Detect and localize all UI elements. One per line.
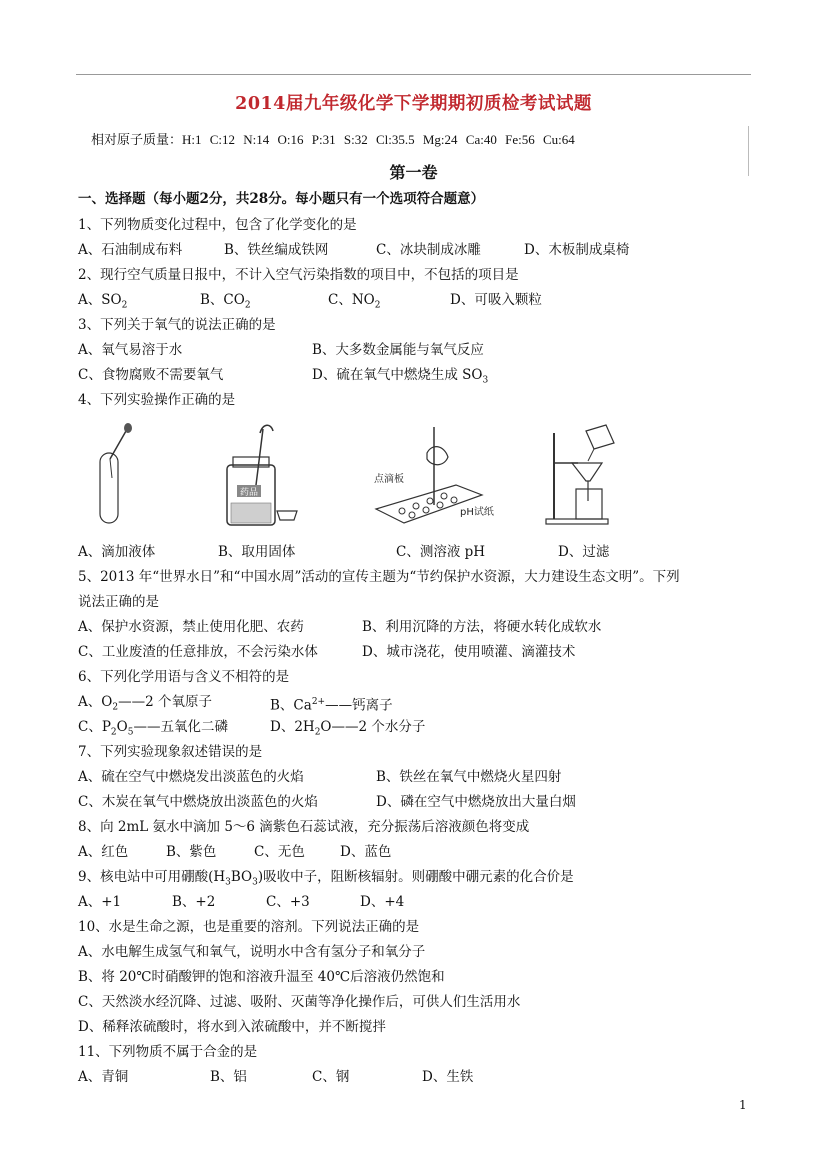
q10-option-a: A、水电解生成氢气和氧气，说明水中含有氢分子和氧分子 <box>78 944 426 960</box>
q2-option-b: B、$CO_2$ <box>200 292 251 311</box>
q5-option-b: B、利用沉降的方法，将硬水转化成软水 <box>362 619 602 635</box>
q5-stem-line1: 5、2013 年“世界水日”和“中国水周”活动的宣传主题为“节约保护水资源，大力建设生态文明”。下列 <box>78 569 680 585</box>
fig-c-label-plate: 点滴板 <box>374 474 404 485</box>
q7-stem: 7、下列实验现象叙述错误的是 <box>78 744 263 760</box>
q4-option-d: D、过滤 <box>558 544 610 560</box>
q3-option-a: A、氧气易溶于水 <box>78 342 183 358</box>
q2-option-d: D、可吸入颗粒 <box>450 292 542 308</box>
q5-option-a: A、保护水资源，禁止使用化肥、农药 <box>78 619 304 635</box>
ph-test-figure <box>372 423 512 528</box>
q10-option-d: D、稀释浓硫酸时，将水到入浓硫酸中，并不断搅拌 <box>78 1019 386 1035</box>
q8-stem: 8、向 2mL 氨水中滴加 5～6 滴紫色石蕊试液，充分振荡后溶液颜色将变成 <box>78 819 530 835</box>
q7-option-c: C、木炭在氧气中燃烧放出淡蓝色的火焰 <box>78 794 318 810</box>
q9-option-a: A、+1 <box>78 894 122 910</box>
q10-option-b: B、将 20℃时硝酸钾的饱和溶液升温至 40℃后溶液仍然饱和 <box>78 969 445 985</box>
volume-heading: 第一卷 <box>389 163 438 182</box>
q4-option-a: A、滴加液体 <box>78 544 156 560</box>
q7-option-d: D、磷在空气中燃烧放出大量白烟 <box>376 794 576 810</box>
q2-option-a: A、$SO_2$ <box>78 292 128 311</box>
q10-option-c: C、天然淡水经沉降、过滤、吸附、灭菌等净化操作后，可供人们生活用水 <box>78 994 521 1010</box>
solid-reagent-figure <box>215 423 305 528</box>
q6-option-d: D、$2H_2O——2$ 个水分子 <box>270 719 426 738</box>
fig-b-label: 药品 <box>239 488 259 498</box>
q9-option-b: B、+2 <box>172 894 216 910</box>
q9-stem: 9、核电站中可用硼酸$(H_3BO_3)$吸收中子，阻断核辐射。则硼酸中硼元素的化合价是 <box>78 869 574 888</box>
q3-option-b: B、大多数金属能与氧气反应 <box>312 342 484 358</box>
q4-option-b: B、取用固体 <box>218 544 296 560</box>
q5-stem-line2: 说法正确的是 <box>78 594 159 610</box>
q7-option-a: A、硫在空气中燃烧发出淡蓝色的火焰 <box>78 769 304 785</box>
q6-stem: 6、下列化学用语与含义不相符的是 <box>78 669 290 685</box>
q11-option-d: D、生铁 <box>422 1069 474 1085</box>
q5-option-c: C、工业废渣的任意排放，不会污染水体 <box>78 644 318 660</box>
q4-stem: 4、下列实验操作正确的是 <box>78 392 236 408</box>
q1-option-d: D、木板制成桌椅 <box>524 242 630 258</box>
q3-option-c: C、食物腐败不需要氧气 <box>78 367 224 383</box>
q1-stem: 1、下列物质变化过程中，包含了化学变化的是 <box>78 217 357 233</box>
filtration-figure <box>540 423 630 528</box>
q4-option-c: C、测溶液 pH <box>396 544 486 560</box>
q8-option-c: C、无色 <box>254 844 305 860</box>
q6-option-b: B、$Ca^{2+}——$钙离子 <box>270 697 393 714</box>
dropper-test-tube-figure <box>90 423 140 528</box>
q9-option-d: D、+4 <box>360 894 405 910</box>
q5-option-d: D、城市浇花，使用喷灌、滴灌技术 <box>362 644 576 660</box>
q8-option-a: A、红色 <box>78 844 129 860</box>
q10-stem: 10、水是生命之源，也是重要的溶剂。下列说法正确的是 <box>78 919 420 935</box>
q8-option-b: B、紫色 <box>166 844 217 860</box>
q1-option-c: C、冰块制成冰雕 <box>376 242 481 258</box>
q9-option-c: C、+3 <box>266 894 310 910</box>
q11-option-b: B、铝 <box>210 1069 247 1085</box>
header-rule <box>76 74 751 75</box>
q7-option-b: B、铁丝在氧气中燃烧火星四射 <box>376 769 562 785</box>
q1-option-b: B、铁丝编成铁网 <box>224 242 329 258</box>
q6-option-c: C、$P_2O_5——$五氧化二磷 <box>78 719 228 738</box>
section-heading: 一、选择题（每小题2分，共28分。每小题只有一个选项符合题意） <box>78 191 485 207</box>
exam-title: 2014届九年级化学下学期期初质检考试试题 <box>235 94 592 114</box>
q2-option-c: C、$NO_2$ <box>328 292 381 311</box>
q6-option-a: A、$O_2——2$ 个氧原子 <box>78 694 212 713</box>
fig-c-label-paper: pH试纸 <box>460 507 494 518</box>
q3-stem: 3、下列关于氧气的说法正确的是 <box>78 317 276 333</box>
q3-option-d: D、硫在氧气中燃烧生成 $SO_3$ <box>312 367 489 386</box>
page-number: 1 <box>739 1098 747 1112</box>
q11-stem: 11、下列物质不属于合金的是 <box>78 1044 258 1060</box>
q2-stem: 2、现行空气质量日报中，不计入空气污染指数的项目中，不包括的项目是 <box>78 267 519 283</box>
q8-option-d: D、蓝色 <box>340 844 392 860</box>
q11-option-a: A、青铜 <box>78 1069 129 1085</box>
atomic-masses: 相对原子质量：H:1 C:12 N:14 O:16 P:31 S:32 Cl:35.5 Mg:24 Ca:40 Fe:56 Cu:64 <box>91 132 575 147</box>
q11-option-c: C、钢 <box>312 1069 350 1085</box>
q1-option-a: A、石油制成布料 <box>78 242 183 258</box>
